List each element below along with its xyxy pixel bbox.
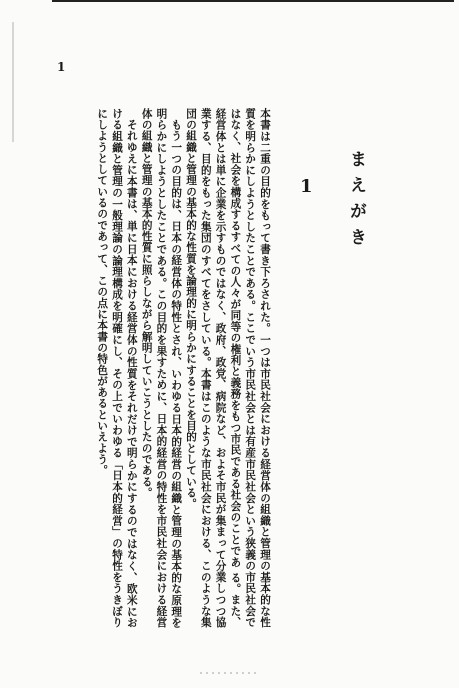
page-number: 1	[57, 60, 66, 74]
page-title: まえがき	[346, 150, 366, 254]
body-text	[77, 108, 272, 628]
bottom-mark	[200, 672, 260, 674]
paragraph-2: もう一つの目的は、日本の経営体の特性とされ、いわゆる日本的経営の組織と管理の基本的な原理を明らかにしようとしたことである。この目的を果すために、日本的経営の特性を市民社会における経営体の組織と管理の基本的性質に照らしながら解明していこうとしたのである。	[140, 108, 183, 628]
margin-mark	[12, 22, 14, 142]
chapter-number: 1	[300, 176, 313, 197]
paragraph-3: それゆえに本書は、単に日本における経営体の性質をそれだけで明らかにするのではなく、欧米における組織と管理の一般理論の論理構成を明確にし、その上でいわゆる「日本的経営」の特性をうきぼりにしようとしているのであって、この点に本書の特色があるといえよう。	[96, 108, 138, 628]
paragraph-1: 本書は二重の目的をもって書き下ろされた。一つは市民社会における経営体の組織と管理の基本的な性質を明らかにしようとしたことである。ここでいう市民社会とは有産市民社会という狭義の市民社会ではなく、社会を構成するすべての人々が同等の権利と義務をもつ市民である社会のことであ る。また、経営体とは単に企業を示すものではなく、政府、政党、病院など、およそ市民が集まって分業しつつ協業する、目的をもった集団のすべてをさしている。本書はこのような市民社会における、このような集団の組織と管理の基本的な性質を論理的に明らかにすることを目的としている。	[185, 108, 271, 628]
top-rule	[52, 0, 454, 2]
